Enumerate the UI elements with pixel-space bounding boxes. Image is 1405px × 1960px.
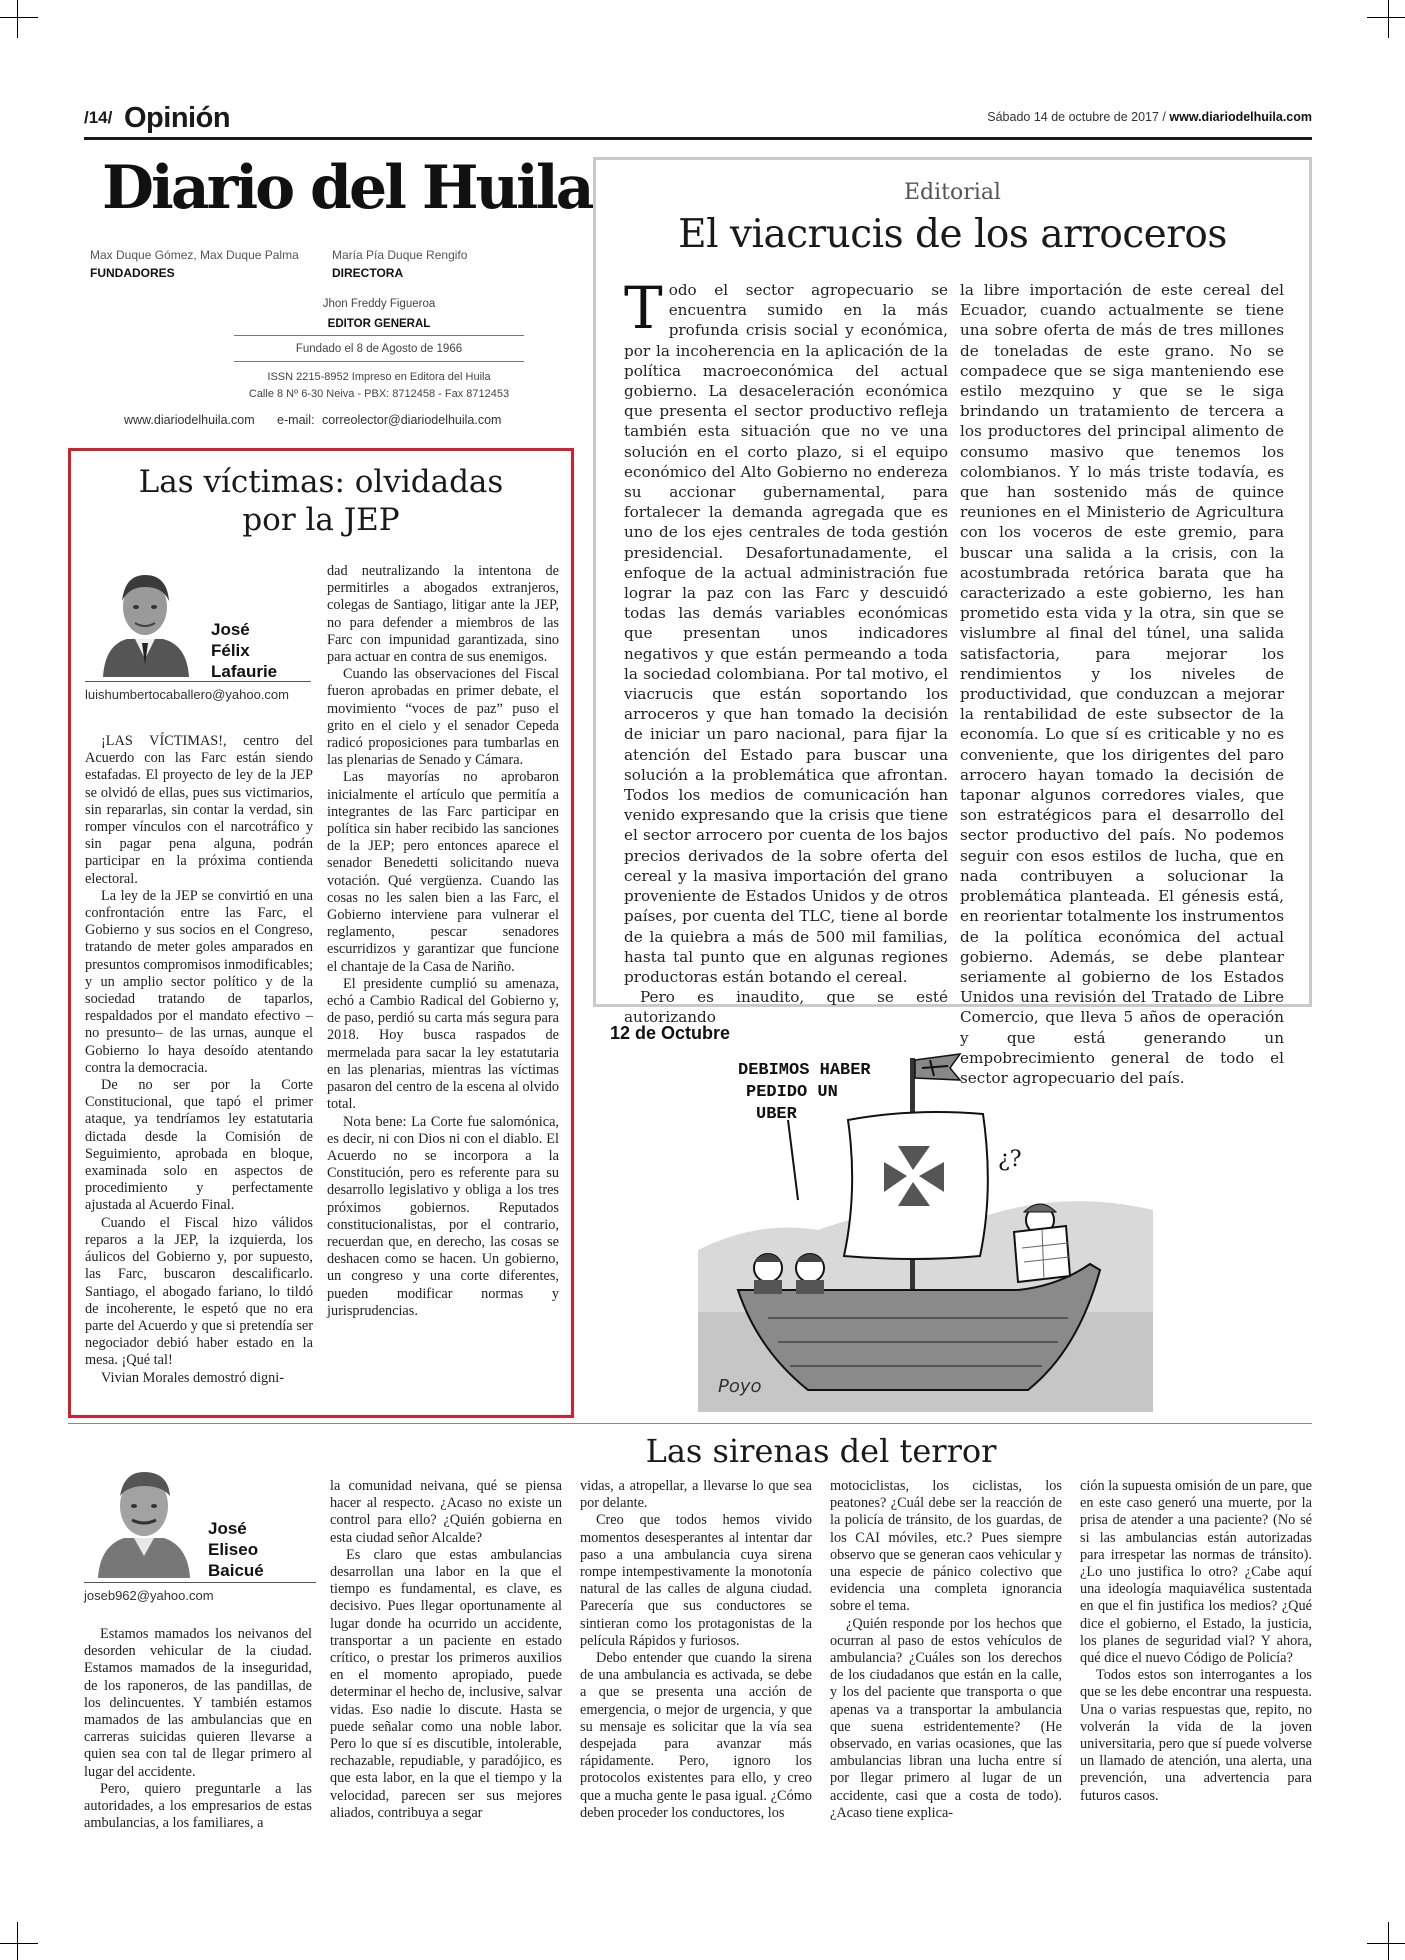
author-first-name: José (211, 620, 250, 639)
paragraph: Pero, quiero preguntarle a las autoridades, a los empresarios de estas ambulancias, a los familiares, a (84, 1780, 312, 1832)
sirenas-col4 (830, 1478, 1062, 1822)
author-photo-baicue (84, 1456, 204, 1578)
masthead-email[interactable]: e-mail: correolector@diariodelhuila.com (277, 413, 502, 427)
newspaper-name: Diario del Huila (102, 153, 592, 223)
author2-middle-name: Eliseo (208, 1540, 259, 1559)
founders-names: Max Duque Gómez, Max Duque Palma (90, 248, 299, 262)
editorial-title: El viacrucis de los arroceros (678, 212, 1227, 257)
author-name-baicue (208, 1518, 264, 1581)
drop-cap: T (624, 274, 663, 342)
editor-role: EDITOR GENERAL (327, 318, 431, 330)
sirenas-col5 (1080, 1478, 1312, 1805)
speech-line2: PEDIDO UN (746, 1083, 838, 1102)
paragraph: ¡LAS VÍCTIMAS!, centro del Acuerdo con las Farc están siendo estafadas. El proyecto de ley de la JEP se olvidó de ellas, pues sus victimarios, sin repararlas, sin contar la verdad, sin romper vínculos con el narcotráfico y sin pagar pena alguna, podrán participar en la próxima contienda electoral. (85, 733, 313, 887)
question-marks: ¿? (998, 1147, 1022, 1172)
founded-date: Fundado el 8 de Agosto de 1966 (295, 343, 463, 355)
address-line: Calle 8 Nº 6-30 Neiva - PBX: 8712458 - Fax 8712453 (248, 388, 510, 400)
cartoon-label: 12 de Octubre (610, 1023, 731, 1043)
director-name: María Pía Duque Rengifo (332, 248, 468, 262)
page-header (84, 100, 1312, 134)
cartoon-signature: Poyo (718, 1376, 762, 1397)
editorial-kicker: Editorial (904, 180, 1001, 205)
editorial-col1-text2: Pero es inaudito, que se esté autorizando (624, 988, 948, 1027)
paragraph: dad neutralizando la intentona de permitirles a abogados extranjeros, colegas de Santiago, litigar ante la JEP, no para defender a miembros de las Farc con impunidad garantizada, sino para actuar en contra de sus enemigos. (327, 563, 559, 666)
issn-line: ISSN 2215-8952 Impreso en Editora del Huila (267, 371, 491, 383)
paragraph: Debo entender que cuando la sirena de una ambulancia es activada, se debe a que se presenta una acción de emergencia, o mejor de urgencia, y que su mensaje es solicitar que la vía sea despejada para avanzar más rápidamente. Pero, ignoro los protocolos existentes para ello, y creo que a mucha gente le pasa igual. ¿Cómo deben proceder los conductores, los (580, 1650, 812, 1821)
section-title: Opinión (124, 102, 231, 134)
editor-name: Jhon Freddy Figueroa (322, 298, 436, 310)
masthead-web[interactable]: www.diariodelhuila.com (124, 413, 255, 427)
editorial-col1-text: odo el sector agropecuario se encuentra sumido en la más profunda crisis social y económica, por la incoherencia en la aplicación de la política macroeconómica del actual gobierno. La desaceleración económica que presenta el sector productivo refleja también esta situación que no ve una solución en el corto plazo, si el equipo económico del Alto Gobierno no endereza su accionar gubernamental, para fortalecer la demanda agregada que es uno de los ejes centrales de toda gestión presidencial. Desafortunadamente, el enfoque de la actual administración fue lograr la paz con las Farc y descuidó todas las demás variables económicas que presentan unos indicadores negativos y que están permeando a toda la sociedad colombiana. Por tal motivo, el viacrucis que están soportando los arroceros y que han tomado la decisión de iniciar un paro nacional, para fijar la atención del Estado para buscar una solución a la problemática que afrontan. Todos los medios de comunicación han venido expresando que la crisis que tiene el sector arrocero por cuenta de los bajos precios derivados de la sobre oferta del cereal y la masiva importación del grano proveniente de Estados Unidos y de otros países, por cuenta del TLC, tiene al borde de la quiebra a más de 500 mil familias, hasta tal punto que en algunas regiones productoras están botando el cereal. (624, 281, 948, 986)
paragraph: Estamos mamados los neivanos del desorden vehicular de la ciudad. Estamos mamados de la inseguridad, de los raponeros, de las pandillas, de los delincuentes. Y también estamos mamados de las ambulancias que en carreras suicidas quieren llevarse a quien sea con tal de llegar primero al lugar del accidente. (84, 1626, 312, 1780)
victimas-title-line1: Las víctimas: olvidadas (138, 464, 504, 500)
author-email-lafaurie[interactable]: luishumbertocaballero@yahoo.com (85, 687, 289, 702)
speech-line3: UBER (756, 1105, 797, 1124)
author-rule (85, 681, 311, 682)
victimas-title (71, 463, 571, 539)
issue-date: Sábado 14 de octubre de 2017 / (987, 110, 1166, 124)
paragraph: De no ser por la Corte Constitucional, que tapó el primer ataque, ya tendríamos ley estatutaria dictada desde la Comisión de Seguimiento, aprobada en bloque, examinada solo en aspectos de procedimiento y perfectamente ajustada al Acuerdo Final. (85, 1077, 313, 1214)
sirenas-col1 (84, 1626, 312, 1832)
cartoon-illustration (698, 1050, 1153, 1412)
editorial-col2-text: la libre importación de este cereal del Ecuador, cuando actualmente se tiene una sobre oferta de más de tres millones de toneladas de este grano. No se compadece que se siga manteniendo ese estilo mezquino y que se le siga brindando un tratamiento de tercera a los productores del principal alimento de consumo masivo que tenemos los colombianos. Y lo más triste todavía, es que han sostenido más de quince reuniones en el Ministerio de Agricultura con los voceros de este gremio, para buscar una salida a la crisis, con la acostumbrada retórica barata que ha caracterizado a este gobierno, les han prometido esta vida y la otra, sin que se vislumbre al final del túnel, una salida satisfactoria, para mejorar los rendimientos y los niveles de productividad, que conduzcan a mejorar la rentabilidad de este subsector de la economía. Lo que sí es criticable y no es conveniente, que los dirigentes del paro arrocero hayan tomado la decisión de taponar algunos corredores viales, que son estratégicos para el desarrollo del sector productivo del país. No podemos seguir con esos estilos de lucha, que en nada contribuyen a solucionar la problemática planteada. El génesis está, en reorientar totalmente los instrumentos de la política económica del actual gobierno. Además, se debe plantear seriamente al gobierno de los Estados Unidos una revisión del Tratado de Libre Comercio, que lleva 5 años de operación y que está generando un empobrecimiento general de todo el sector agropecuario del país. (960, 281, 1284, 1087)
paragraph: motociclistas, los ciclistas, los peatones? ¿Cuál debe ser la reacción de la policía de tránsito, de los guardas, de los CAI móviles, etc.? Pues siempre observo que se generan caos vehicular y una especie de pánico colectivo que evidencia una completa ignorancia sobre el tema. (830, 1478, 1062, 1615)
paragraph: El presidente cumplió su amenaza, echó a Cambio Radical del Gobierno y, de paso, perdió su carta más segura para 2018. Hoy busca raspados de mermelada para sacar la ley estatutaria en las plenarias, mientras las víctimas pasaron del centro de la escena al olvido total. (327, 975, 559, 1113)
victimas-col2 (327, 563, 559, 1320)
author2-rule (84, 1582, 316, 1583)
masthead (84, 145, 592, 435)
paragraph: Creo que todos hemos vivido momentos desesperantes al intentar dar paso a una ambulancia cuya sirena rompe intempestivamente la monotonía natural de las calles de alguna ciudad. Parecería que sus conductores se sintieran como los protagonistas de la película Rápidos y furiosos. (580, 1512, 812, 1649)
masthead-contact (124, 413, 501, 427)
sirenas-col3 (580, 1478, 812, 1822)
paragraph: Todos estos son interrogantes a los que se les debe encontrar una respuesta. Una o varias respuestas que, repito, no volverán la vida de la joven universitaria, pero que sí puede volverse un llamado de atención, una alerta, una prevención, una advertencia para futuros casos. (1080, 1667, 1312, 1804)
paragraph: Cuando las observaciones del Fiscal fueron aprobadas en primer debate, el movimiento “voces de paz” puso el grito en el cielo y el senador Cepeda radicó proposiciones para tumbarlas en las plenarias de Senado y Cámara. (327, 666, 559, 769)
page-number: /14/ (84, 108, 113, 127)
paragraph: Cuando el Fiscal hizo válidos reparos a la JEP, la izquierda, los áulicos del Gobierno y, por supuesto, las Farc, buscaron descalificarlo. Santiago, el abogado fariano, lo tildó de incoherente, le espetó que no era parte del Acuerdo y que si pretendía ser negociador debió haber estado en la mesa. ¡Qué tal! (85, 1214, 313, 1369)
author-last-name: Lafaurie (211, 662, 278, 681)
editorial-col1 (624, 274, 948, 1028)
victimas-title-line2: por la JEP (242, 502, 400, 538)
editorial-col2 (960, 280, 1284, 1088)
author2-first-name: José (208, 1519, 247, 1538)
author-email-baicue[interactable]: joseb962@yahoo.com (84, 1588, 214, 1603)
paragraph: Las mayorías no aprobaron inicialmente el artículo que permitía a integrantes de las Farc participar en política sin haber recibido las sanciones de la JEP; pero entonces aparece el senador Benedetti solicitando nueva votación. Qué vergüenza. Cuando las cosas no les salen bien a las Farc, el Gobierno interviene para vulnerar el reglamento, pescar senadores escurridizos y garantizar que funcione el chantaje de la Casa de Nariño. (327, 769, 559, 975)
director-role: DIRECTORA (332, 266, 404, 280)
victimas-col1 (85, 733, 313, 1387)
author2-last-name: Baicué (208, 1561, 264, 1580)
author-name-lafaurie (211, 619, 277, 682)
author-middle-name: Félix (211, 641, 250, 660)
date-line (987, 110, 1312, 124)
paragraph: La ley de la JEP se convirtió en una confrontación entre las Farc, el Gobierno y sus socios en el Congreso, tratando de meter goles amparados en presuntos compromisos inmodificables; y un amplio sector político y de la sociedad tratando de taparlos, respaldados por el mandato efectivo –no presunto– de las urnas, aunque el Gobierno lo haya desoído atentando contra la democracia. (85, 887, 313, 1076)
bottom-section-rule (68, 1423, 1312, 1424)
paragraph: vidas, a atropellar, a llevarse lo que sea por delante. (580, 1478, 812, 1512)
paragraph: Vivian Morales demostró digni- (101, 1369, 284, 1386)
sirenas-col2 (330, 1478, 562, 1822)
founders-role: FUNDADORES (90, 266, 175, 280)
speech-line1: DEBIMOS HABER (738, 1061, 871, 1080)
paragraph: ¿Quién responde por los hechos que ocurran al paso de estos vehículos de ambulancia? ¿Cuáles son los derechos de los ciudadanos que están en la calle, y los del paciente que transporta o que apenas va a transportar la ambulancia que suena estridentemente? (He observado, en varias ocasiones, que las ambulancias libran una lucha entre sí por llegar primero al lugar de un accidente, casi que a costa de todo). ¿Acaso tiene explica- (830, 1615, 1062, 1821)
sirenas-title: Las sirenas del terror (645, 1432, 997, 1470)
header-rule (84, 137, 1312, 140)
victimas-article (68, 448, 574, 1418)
paragraph: Es claro que estas ambulancias desarrollan una labor en la que el tiempo es fundamental, es clave, es decisivo. Pues llegar oportunamente al lugar donde ha ocurrido un accidente, transportar a un paciente en estado crítico, o prestar los primeros auxilios en el momento apropiado, puede determinar el hecho de, inclusive, salvar vidas. Eso nadie lo discute. Hasta se puede señalar como una noble labor. Pero lo que sí es discutible, intolerable, rechazable, repudiable, y paradójico, es que esta labor, en la que el tiempo y la velocidad, parecen ser sus mejores aliados, contribuya a segar (330, 1546, 562, 1821)
paragraph: la comunidad neivana, qué se piensa hacer al respecto. ¿Acaso no existe un control para ello? ¿Quién gobierna en esta ciudad señor Alcalde? (330, 1478, 562, 1546)
author-photo-lafaurie (85, 561, 205, 677)
paragraph: Nota bene: La Corte fue salomónica, es decir, ni con Dios ni con el diablo. El Acuerdo no se incorpora a la Constitución, pero es referente para su desarrollo legislativo y obliga a los tres próximos gobiernos. Reputados constitucionalistas, por el contrario, recuerdan que, en derecho, las cosas se deshacen como se hacen. Un gobierno, un congreso y una corte diferentes, pueden modificar normas y jurisprudencias. (327, 1113, 559, 1319)
paragraph: ción la supuesta omisión de un pare, que en este caso generó una muerte, por la prisa de atender a una paciente? (No sé si las ambulancias están autorizadas para irrespetar las normas de tránsito). ¿Lo uno justifica lo otro? ¿Cabe aquí una ideología maquiavélica sustentada en que el fin justifica los medios? ¿Qué dice el gobierno, el Estado, la justicia, los planes de seguridad vial? Y ahora, qué dice el nuevo Código de Policía? (1080, 1478, 1312, 1667)
website-link[interactable]: www.diariodelhuila.com (1169, 110, 1312, 124)
